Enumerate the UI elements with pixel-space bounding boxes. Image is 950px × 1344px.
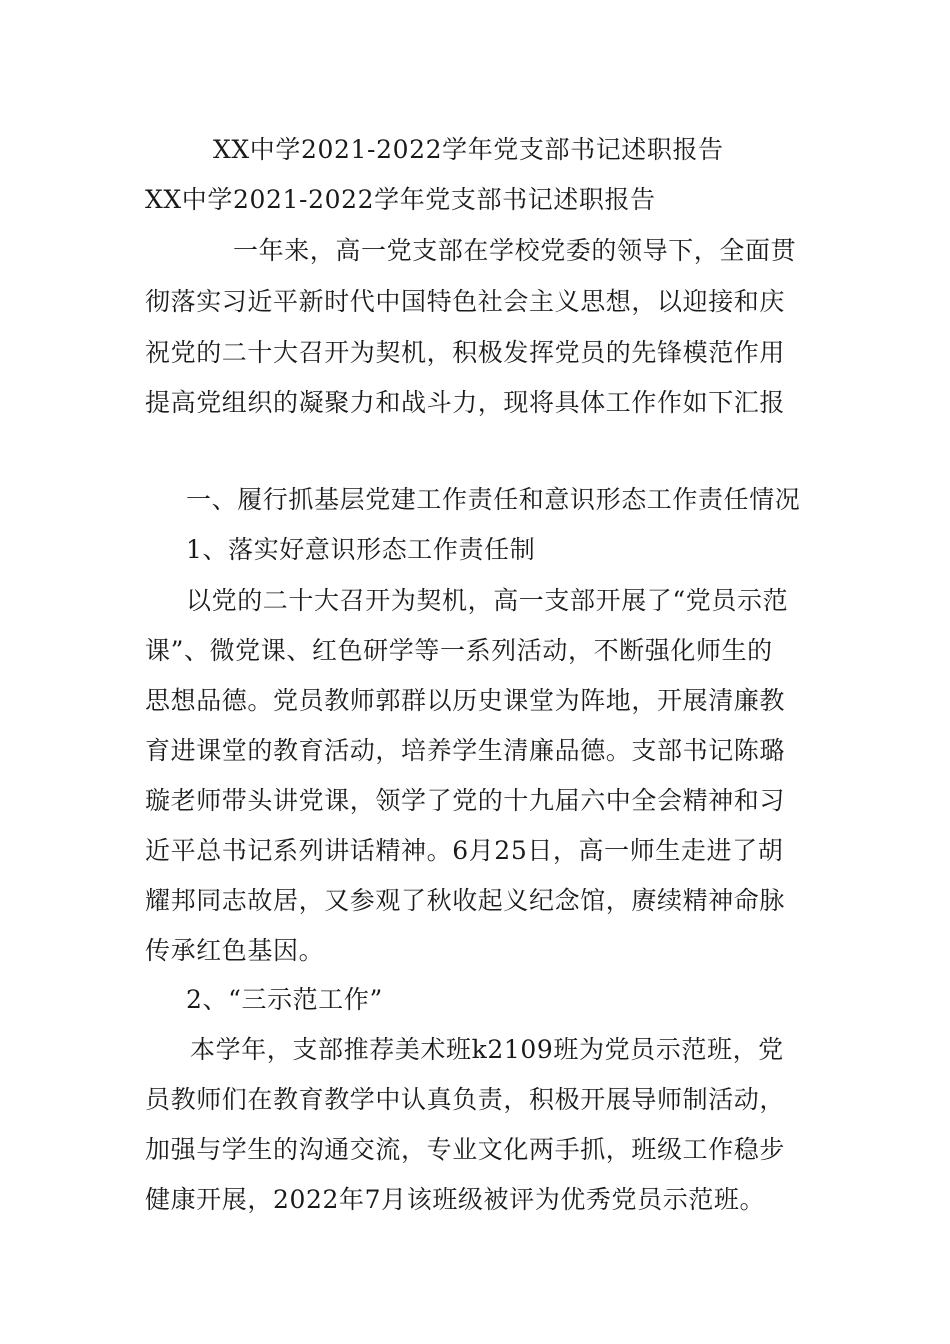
item-heading: 1、落实好意识形态工作责任制 xyxy=(186,535,536,564)
item-heading: 2、“三示范工作” xyxy=(186,985,383,1014)
item-paragraph-line: 健康开展，2022年7月该班级被评为优秀党员示范班。 xyxy=(145,1185,766,1214)
document-title: XX中学2021-2022学年党支部书记述职报告 xyxy=(213,135,724,164)
item-paragraph-line: 本学年，支部推荐美术班k2109班为党员示范班，党 xyxy=(190,1035,784,1064)
item-paragraph-line: 思想品德。党员教师郭群以历史课堂为阵地，开展清廉教 xyxy=(145,686,786,715)
intro-paragraph-line: 一年来，高一党支部在学校党委的领导下，全面贯 xyxy=(233,236,797,265)
intro-paragraph-line: 提高党组织的凝聚力和战斗力，现将具体工作作如下汇报 xyxy=(145,388,786,417)
item-paragraph-line: 育进课堂的教育活动，培养学生清廉品德。支部书记陈璐 xyxy=(145,736,786,765)
item-paragraph-line: 以党的二十大召开为契机，高一支部开展了“党员示范 xyxy=(186,586,789,615)
item-paragraph-line: 耀邦同志故居，又参观了秋收起义纪念馆，赓续精神命脉 xyxy=(145,886,786,915)
item-paragraph-line: 近平总书记系列讲话精神。6月25日，高一师生走进了胡 xyxy=(145,836,784,865)
item-paragraph-line: 员教师们在教育教学中认真负责，积极开展导师制活动， xyxy=(145,1085,786,1114)
item-paragraph-line: 课”、微党课、红色研学等一系列活动，不断强化师生的 xyxy=(145,636,773,665)
item-paragraph-line: 加强与学生的沟通交流，专业文化两手抓，班级工作稳步 xyxy=(145,1135,786,1164)
item-paragraph-line: 传承红色基因。 xyxy=(145,936,325,965)
section-heading: 一、履行抓基层党建工作责任和意识形态工作责任情况 xyxy=(186,485,801,514)
intro-paragraph-line: 彻落实习近平新时代中国特色社会主义思想，以迎接和庆 xyxy=(145,287,786,316)
item-paragraph-line: 璇老师带头讲党课，领学了党的十九届六中全会精神和习 xyxy=(145,786,786,815)
intro-paragraph-line: 祝党的二十大召开为契机，积极发挥党员的先锋模范作用 xyxy=(145,338,786,367)
document-subtitle: XX中学2021-2022学年党支部书记述职报告 xyxy=(145,185,656,214)
